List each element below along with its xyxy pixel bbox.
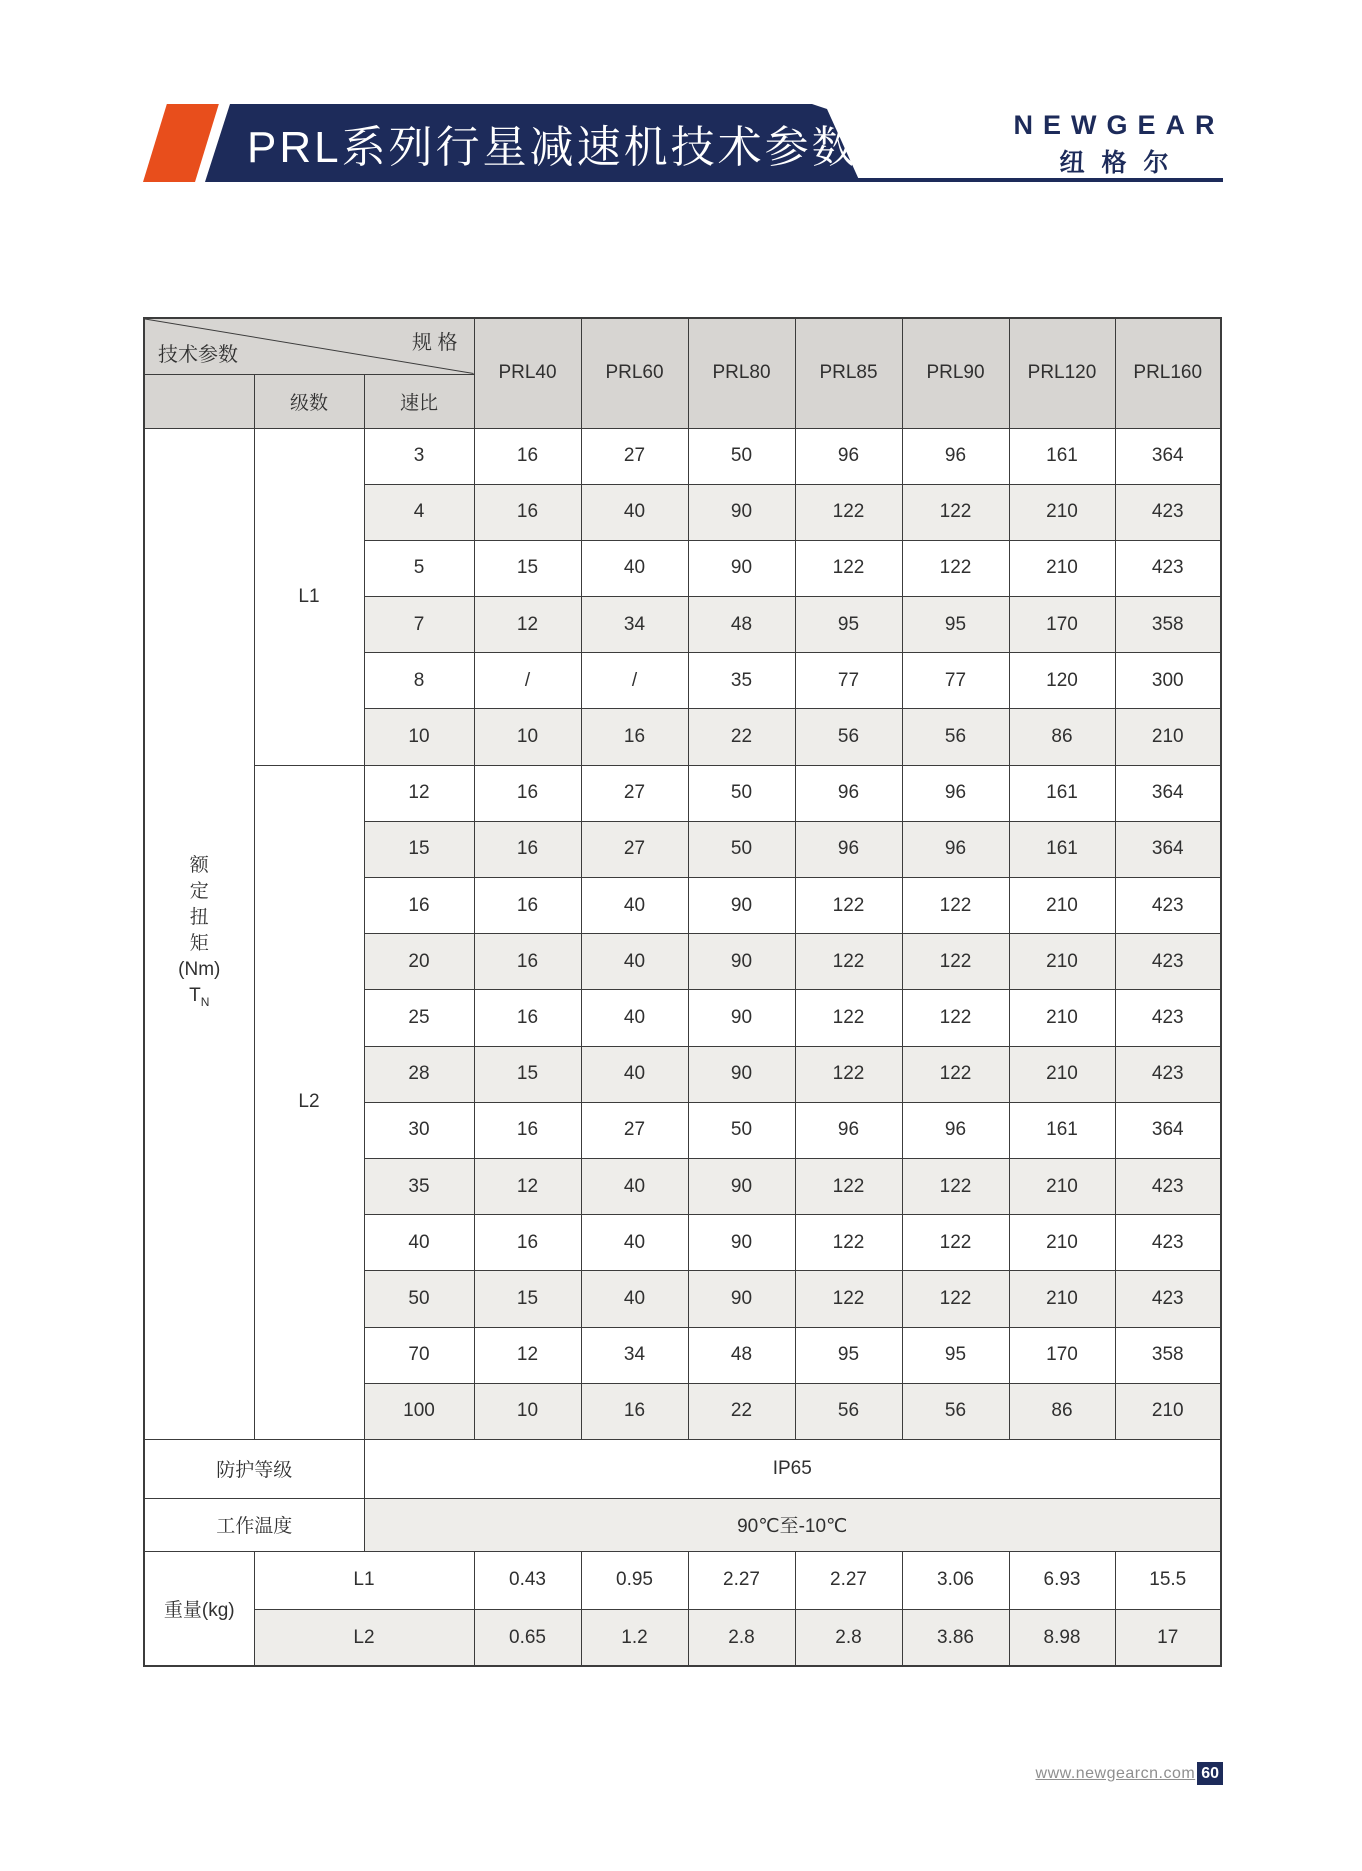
torque-value-cell: 122	[795, 878, 902, 934]
torque-value-cell: 86	[1009, 1383, 1115, 1439]
torque-value-cell: 15	[474, 540, 581, 596]
page-title: PRL系列行星减速机技术参数	[247, 123, 859, 172]
torque-value-cell: 10	[474, 709, 581, 765]
ratio-cell: 12	[364, 765, 474, 821]
stage-label-l2: L2	[254, 765, 364, 1439]
torque-value-cell: 40	[581, 540, 688, 596]
torque-value-cell: 90	[688, 1271, 795, 1327]
torque-value-cell: 122	[795, 1215, 902, 1271]
torque-value-cell: 90	[688, 1158, 795, 1214]
rated-torque-char: 扭	[189, 906, 209, 928]
torque-value-cell: 210	[1009, 1158, 1115, 1214]
column-header-prl60: PRL60	[581, 318, 688, 428]
torque-value-cell: 90	[688, 540, 795, 596]
torque-value-cell: 34	[581, 1327, 688, 1383]
weight-value: 2.27	[688, 1551, 795, 1609]
weight-row-l2	[144, 1609, 1221, 1666]
torque-value-cell: 122	[902, 990, 1009, 1046]
spec-table	[143, 317, 1222, 1667]
torque-value-cell: 40	[581, 484, 688, 540]
torque-value-cell: 40	[581, 934, 688, 990]
torque-value-cell: 40	[581, 1215, 688, 1271]
column-header-prl160: PRL160	[1115, 318, 1221, 428]
rated-torque-char: 定	[189, 880, 209, 902]
torque-value-cell: 364	[1115, 1102, 1221, 1158]
torque-value-cell: 16	[474, 428, 581, 484]
torque-value-cell: 170	[1009, 597, 1115, 653]
ratio-cell: 28	[364, 1046, 474, 1102]
torque-value-cell: 27	[581, 428, 688, 484]
torque-value-cell: 50	[688, 428, 795, 484]
protection-row	[144, 1439, 1221, 1498]
weight-value: 1.2	[581, 1609, 688, 1666]
weight-row-l1	[144, 1551, 1221, 1609]
torque-value-cell: 56	[795, 1383, 902, 1439]
weight-value: 0.95	[581, 1551, 688, 1609]
brand-name: NEWGEAR	[1013, 110, 1225, 140]
ratio-cell: 20	[364, 934, 474, 990]
protection-label: 防护等级	[144, 1439, 364, 1498]
corner-cell	[144, 318, 474, 374]
torque-value-cell: 16	[474, 484, 581, 540]
torque-value-cell: 86	[1009, 709, 1115, 765]
torque-value-cell: 358	[1115, 1327, 1221, 1383]
torque-value-cell: 16	[581, 1383, 688, 1439]
bottom-rows	[144, 1439, 1221, 1666]
ratio-cell: 8	[364, 653, 474, 709]
spec-table-wrap	[143, 317, 1222, 1667]
torque-value-cell: 95	[902, 597, 1009, 653]
weight-value: 0.43	[474, 1551, 581, 1609]
weight-stage-l1: L1	[254, 1551, 474, 1609]
torque-value-cell: 90	[688, 1215, 795, 1271]
torque-value-cell: /	[581, 653, 688, 709]
weight-value: 3.06	[902, 1551, 1009, 1609]
torque-value-cell: 50	[688, 1102, 795, 1158]
torque-value-cell: 27	[581, 1102, 688, 1158]
torque-value-cell: 22	[688, 709, 795, 765]
torque-value-cell: 122	[795, 484, 902, 540]
torque-value-cell: 96	[795, 1102, 902, 1158]
torque-value-cell: 16	[474, 821, 581, 877]
rated-torque-char: 额	[189, 854, 209, 876]
torque-value-cell: 161	[1009, 1102, 1115, 1158]
torque-value-cell: 96	[795, 428, 902, 484]
torque-value-cell: 96	[795, 821, 902, 877]
ratio-cell: 70	[364, 1327, 474, 1383]
torque-value-cell: 40	[581, 1271, 688, 1327]
torque-value-cell: 50	[688, 821, 795, 877]
torque-value-cell: 122	[902, 540, 1009, 596]
weight-value: 2.27	[795, 1551, 902, 1609]
torque-value-cell: 16	[474, 878, 581, 934]
torque-value-cell: 48	[688, 1327, 795, 1383]
column-header-prl80: PRL80	[688, 318, 795, 428]
ratio-cell: 7	[364, 597, 474, 653]
temperature-row	[144, 1498, 1221, 1551]
torque-value-cell: 210	[1009, 878, 1115, 934]
torque-value-cell: 77	[795, 653, 902, 709]
header-row-1	[144, 318, 1221, 374]
torque-value-cell: 90	[688, 1046, 795, 1102]
torque-value-cell: 210	[1009, 934, 1115, 990]
torque-value-cell: 96	[795, 765, 902, 821]
torque-rows	[144, 428, 1221, 1439]
torque-value-cell: 364	[1115, 821, 1221, 877]
torque-value-cell: 96	[902, 1102, 1009, 1158]
torque-value-cell: 56	[902, 1383, 1009, 1439]
torque-value-cell: 122	[795, 1271, 902, 1327]
torque-value-cell: 10	[474, 1383, 581, 1439]
temperature-value: 90℃至-10℃	[364, 1498, 1221, 1551]
brand-name-chinese: 纽格尔	[1059, 149, 1186, 177]
torque-value-cell: 423	[1115, 990, 1221, 1046]
torque-value-cell: 95	[795, 1327, 902, 1383]
ratio-cell: 40	[364, 1215, 474, 1271]
ratio-header: 速比	[364, 374, 474, 428]
torque-value-cell: 423	[1115, 1046, 1221, 1102]
torque-value-cell: 16	[474, 765, 581, 821]
torque-value-cell: 96	[902, 821, 1009, 877]
torque-value-cell: 122	[902, 934, 1009, 990]
column-header-prl40: PRL40	[474, 318, 581, 428]
torque-value-cell: 364	[1115, 428, 1221, 484]
ratio-cell: 16	[364, 878, 474, 934]
ratio-cell: 15	[364, 821, 474, 877]
weight-value: 6.93	[1009, 1551, 1115, 1609]
stage-label-l1: L1	[254, 428, 364, 765]
torque-value-cell: 210	[1009, 1271, 1115, 1327]
orange-accent-shape	[143, 104, 219, 182]
torque-value-cell: 90	[688, 990, 795, 1046]
torque-value-cell: 122	[902, 1046, 1009, 1102]
torque-value-cell: 40	[581, 1046, 688, 1102]
torque-value-cell: 16	[474, 934, 581, 990]
torque-value-cell: 48	[688, 597, 795, 653]
torque-value-cell: 16	[581, 709, 688, 765]
torque-value-cell: 210	[1115, 1383, 1221, 1439]
torque-value-cell: 122	[795, 990, 902, 1046]
weight-value: 15.5	[1115, 1551, 1221, 1609]
torque-value-cell: 122	[795, 934, 902, 990]
torque-value-cell: 423	[1115, 1215, 1221, 1271]
torque-value-cell: 40	[581, 1158, 688, 1214]
rated-torque-label	[144, 428, 254, 1439]
ratio-cell: 3	[364, 428, 474, 484]
torque-value-cell: 40	[581, 878, 688, 934]
torque-value-cell: 16	[474, 990, 581, 1046]
torque-value-cell: 16	[474, 1102, 581, 1158]
torque-row	[144, 428, 1221, 484]
torque-value-cell: 423	[1115, 484, 1221, 540]
column-header-prl85: PRL85	[795, 318, 902, 428]
torque-value-cell: 364	[1115, 765, 1221, 821]
torque-value-cell: 210	[1115, 709, 1221, 765]
spec-corner-label: 规 格	[411, 332, 458, 354]
weight-value: 17	[1115, 1609, 1221, 1666]
rated-torque-symbol: $T_N$	[189, 984, 210, 1009]
torque-value-cell: 56	[902, 709, 1009, 765]
torque-value-cell: 423	[1115, 1158, 1221, 1214]
torque-value-cell: /	[474, 653, 581, 709]
brand-logo	[1003, 110, 1225, 179]
torque-value-cell: 122	[902, 484, 1009, 540]
weight-label: 重量(kg)	[144, 1551, 254, 1666]
torque-value-cell: 210	[1009, 1215, 1115, 1271]
torque-value-cell: 210	[1009, 484, 1115, 540]
torque-value-cell: 95	[795, 597, 902, 653]
torque-value-cell: 122	[902, 878, 1009, 934]
weight-value: 0.65	[474, 1609, 581, 1666]
torque-value-cell: 16	[474, 1215, 581, 1271]
torque-value-cell: 300	[1115, 653, 1221, 709]
torque-value-cell: 210	[1009, 1046, 1115, 1102]
torque-value-cell: 122	[795, 1158, 902, 1214]
torque-row	[144, 765, 1221, 821]
weight-value: 2.8	[688, 1609, 795, 1666]
torque-value-cell: 122	[795, 1046, 902, 1102]
torque-value-cell: 96	[902, 765, 1009, 821]
ratio-cell: 5	[364, 540, 474, 596]
torque-value-cell: 122	[902, 1271, 1009, 1327]
stage-header: 级数	[254, 374, 364, 428]
torque-value-cell: 12	[474, 1327, 581, 1383]
ratio-cell: 4	[364, 484, 474, 540]
torque-value-cell: 56	[795, 709, 902, 765]
torque-value-cell: 96	[902, 428, 1009, 484]
column-header-prl120: PRL120	[1009, 318, 1115, 428]
torque-value-cell: 90	[688, 878, 795, 934]
rated-torque-char: 矩	[189, 932, 209, 954]
torque-value-cell: 122	[795, 540, 902, 596]
torque-value-cell: 210	[1009, 990, 1115, 1046]
param-corner-label: 技术参数	[158, 343, 238, 366]
weight-value: 3.86	[902, 1609, 1009, 1666]
torque-value-cell: 15	[474, 1271, 581, 1327]
torque-value-cell: 35	[688, 653, 795, 709]
protection-value: IP65	[364, 1439, 1221, 1498]
torque-value-cell: 40	[581, 990, 688, 1046]
rated-torque-unit: (Nm)	[178, 958, 221, 980]
torque-value-cell: 12	[474, 597, 581, 653]
torque-value-cell: 161	[1009, 765, 1115, 821]
torque-value-cell: 161	[1009, 821, 1115, 877]
torque-value-cell: 423	[1115, 878, 1221, 934]
torque-value-cell: 27	[581, 765, 688, 821]
torque-value-cell: 161	[1009, 428, 1115, 484]
weight-value: 8.98	[1009, 1609, 1115, 1666]
ratio-cell: 50	[364, 1271, 474, 1327]
ratio-cell: 30	[364, 1102, 474, 1158]
weight-stage-l2: L2	[254, 1609, 474, 1666]
ratio-cell: 10	[364, 709, 474, 765]
torque-value-cell: 122	[902, 1215, 1009, 1271]
torque-value-cell: 27	[581, 821, 688, 877]
torque-value-cell: 423	[1115, 934, 1221, 990]
torque-value-cell: 358	[1115, 597, 1221, 653]
torque-value-cell: 34	[581, 597, 688, 653]
torque-value-cell: 90	[688, 934, 795, 990]
torque-value-cell: 15	[474, 1046, 581, 1102]
torque-value-cell: 423	[1115, 540, 1221, 596]
torque-value-cell: 50	[688, 765, 795, 821]
column-header-prl90: PRL90	[902, 318, 1009, 428]
torque-value-cell: 90	[688, 484, 795, 540]
page-number-badge: 60	[1197, 1762, 1223, 1785]
website-url: www.newgearcn.com	[1035, 1764, 1196, 1782]
torque-value-cell: 120	[1009, 653, 1115, 709]
ratio-cell: 25	[364, 990, 474, 1046]
torque-value-cell: 210	[1009, 540, 1115, 596]
torque-value-cell: 22	[688, 1383, 795, 1439]
ratio-cell: 100	[364, 1383, 474, 1439]
weight-value: 2.8	[795, 1609, 902, 1666]
ratio-cell: 35	[364, 1158, 474, 1214]
table-header	[144, 318, 1221, 428]
torque-value-cell: 77	[902, 653, 1009, 709]
page-footer	[1036, 1762, 1223, 1785]
torque-value-cell: 12	[474, 1158, 581, 1214]
empty-header-cell	[144, 374, 254, 428]
torque-value-cell: 170	[1009, 1327, 1115, 1383]
torque-value-cell: 423	[1115, 1271, 1221, 1327]
temperature-label: 工作温度	[144, 1498, 364, 1551]
torque-value-cell: 95	[902, 1327, 1009, 1383]
torque-value-cell: 122	[902, 1158, 1009, 1214]
